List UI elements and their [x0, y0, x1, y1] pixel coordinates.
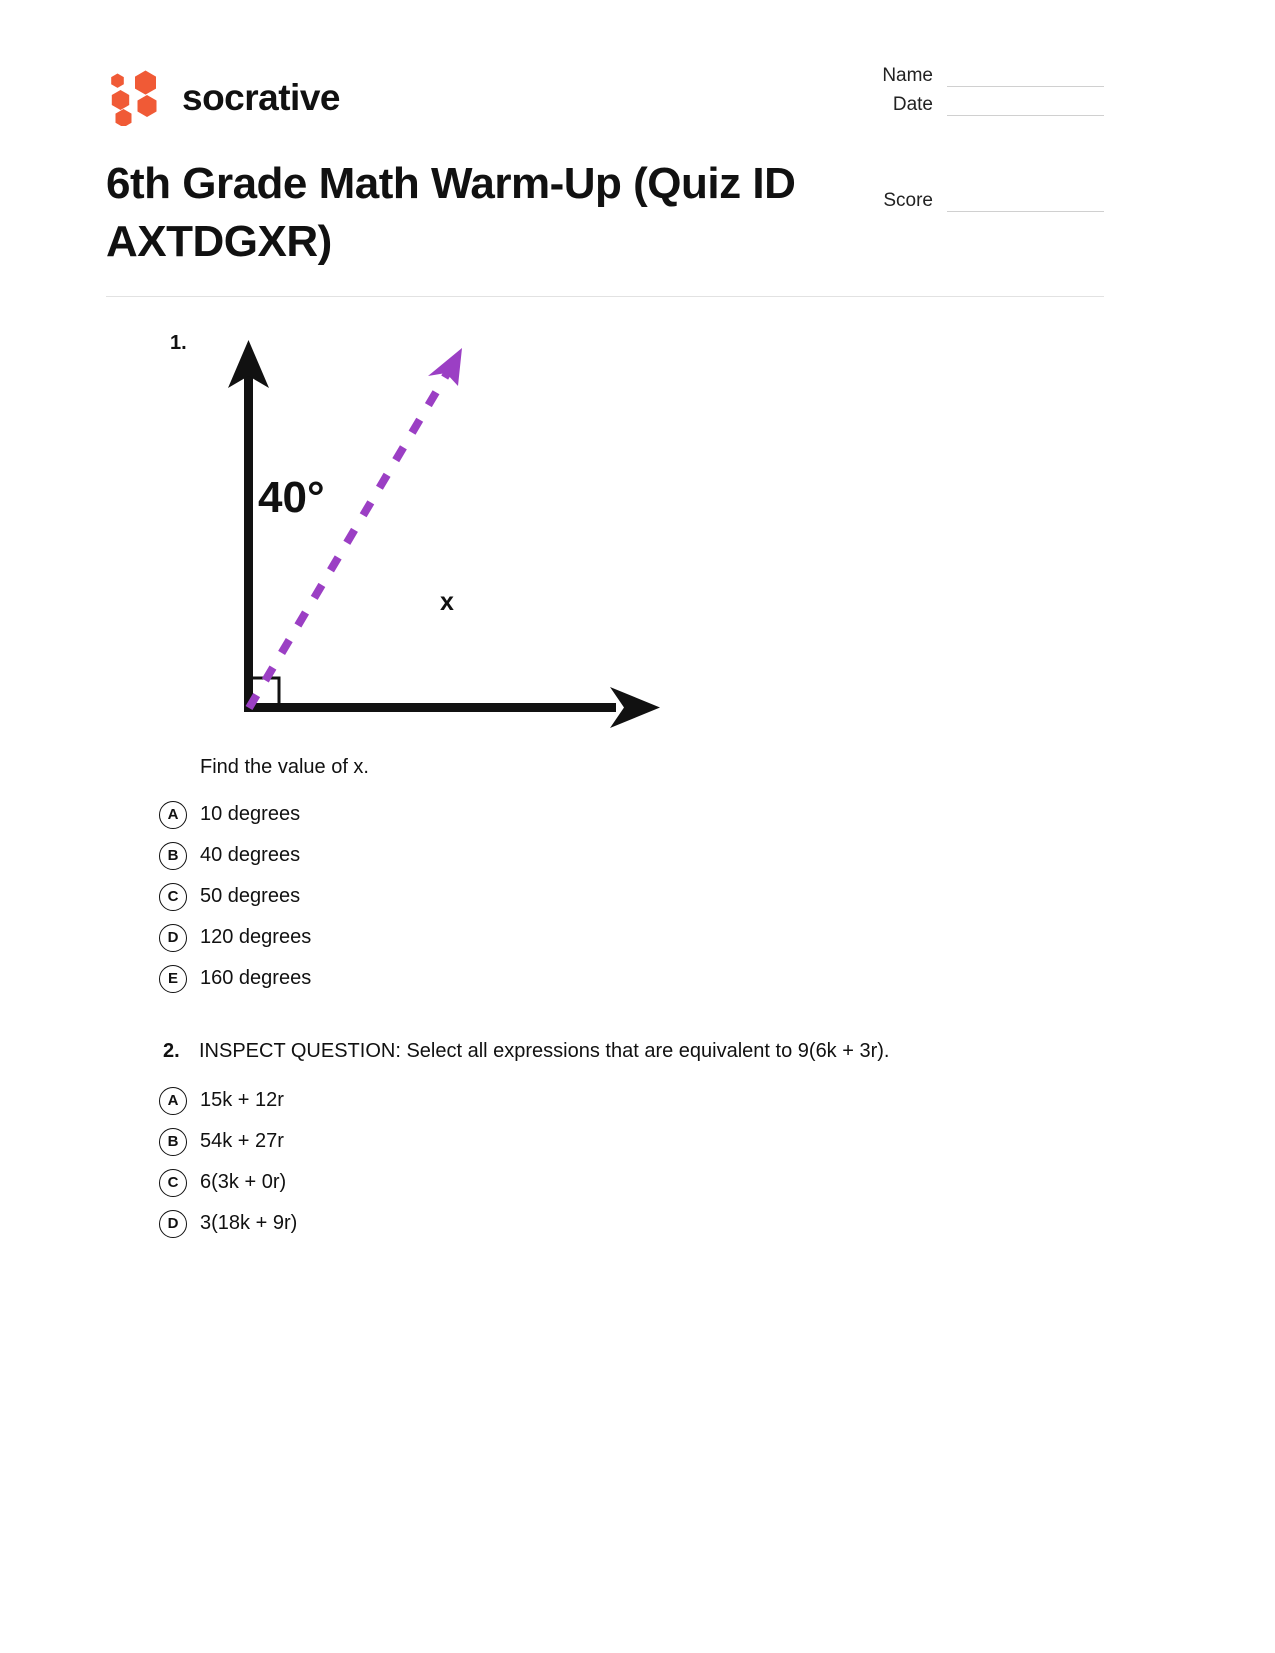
option-letter-a[interactable]: A — [159, 1087, 187, 1115]
option-letter-e[interactable]: E — [159, 965, 187, 993]
date-label: Date — [892, 94, 933, 115]
question-1-options — [159, 794, 1059, 999]
option-text-a: 10 degrees — [200, 803, 301, 825]
header-divider — [106, 296, 1104, 297]
page-title: 6th Grade Math Warm-Up (Quiz ID AXTDGXR) — [106, 159, 796, 267]
name-field-row — [764, 58, 1104, 87]
vertical-ray-icon — [228, 340, 269, 712]
score-label: Score — [883, 190, 933, 211]
option-letter-d[interactable]: D — [159, 1210, 187, 1238]
angle-diagram-svg — [196, 326, 696, 741]
option-row-d[interactable] — [159, 1203, 1059, 1244]
socrative-hexagon-logo-icon — [106, 68, 164, 126]
option-row-b[interactable] — [159, 1121, 1059, 1162]
angle-diagram — [196, 326, 696, 741]
question-1-stem: Find the value of x. — [200, 756, 369, 778]
option-text-e: 160 degrees — [200, 967, 312, 989]
question-2-options — [159, 1080, 1059, 1244]
option-row-d[interactable] — [159, 917, 1059, 958]
question-2-stem: INSPECT QUESTION: Select all expressions that are equivalent to 9(6k + 3r). — [199, 1040, 890, 1062]
option-row-e[interactable] — [159, 958, 1059, 999]
option-row-a[interactable] — [159, 794, 1059, 835]
option-text-b: 54k + 27r — [200, 1130, 284, 1152]
angle-label-40: 40° — [258, 473, 325, 522]
option-letter-d[interactable]: D — [159, 924, 187, 952]
option-letter-b[interactable]: B — [159, 1128, 187, 1156]
option-row-b[interactable] — [159, 835, 1059, 876]
option-letter-a[interactable]: A — [159, 801, 187, 829]
option-letter-c[interactable]: C — [159, 883, 187, 911]
name-input-line[interactable] — [947, 64, 1104, 87]
question-2-number: 2. — [163, 1040, 180, 1062]
purple-dashed-ray-icon — [249, 348, 462, 708]
brand-wordmark: socrative — [182, 76, 340, 118]
option-letter-c[interactable]: C — [159, 1169, 187, 1197]
date-input-line[interactable] — [947, 93, 1104, 116]
option-row-c[interactable] — [159, 1162, 1059, 1203]
name-label: Name — [882, 65, 933, 86]
score-input-line[interactable] — [947, 189, 1104, 212]
option-letter-b[interactable]: B — [159, 842, 187, 870]
option-text-d: 120 degrees — [200, 926, 312, 948]
option-text-a: 15k + 12r — [200, 1089, 284, 1111]
option-row-a[interactable] — [159, 1080, 1059, 1121]
date-field-row — [764, 87, 1104, 116]
unknown-label-x: x — [440, 588, 454, 616]
option-text-b: 40 degrees — [200, 844, 301, 866]
option-text-c: 6(3k + 0r) — [200, 1171, 287, 1193]
option-text-c: 50 degrees — [200, 885, 301, 907]
option-text-d: 3(18k + 9r) — [200, 1212, 298, 1234]
question-1-number: 1. — [170, 332, 187, 354]
option-row-c[interactable] — [159, 876, 1059, 917]
horizontal-ray-icon — [244, 687, 660, 728]
brand-logo — [106, 68, 340, 126]
